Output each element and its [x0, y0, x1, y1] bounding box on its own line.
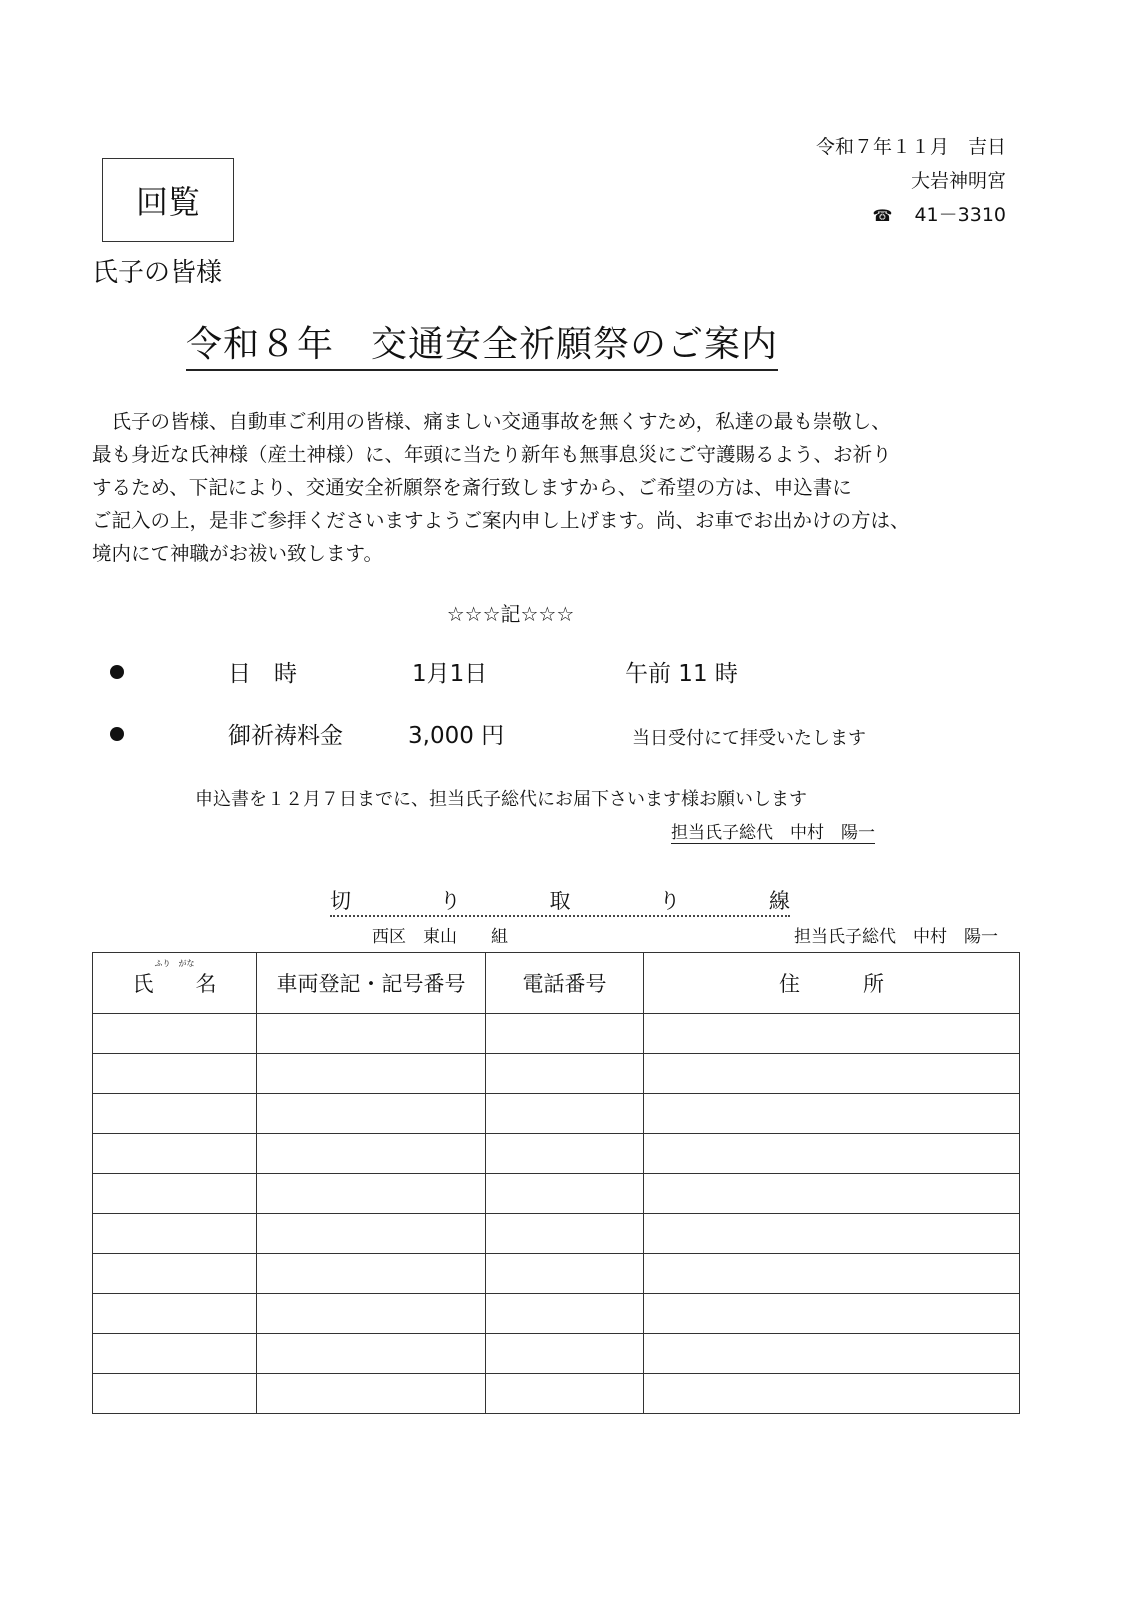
address-cell[interactable] [644, 1214, 1020, 1254]
vehicle-cell[interactable] [257, 1054, 486, 1094]
vehicle-cell[interactable] [257, 1334, 486, 1374]
table-row [93, 1214, 1020, 1254]
cut-line-char: 切 [330, 889, 351, 913]
vehicle-cell[interactable] [257, 1374, 486, 1414]
vehicle-cell[interactable] [257, 1294, 486, 1334]
phone-cell[interactable] [486, 1174, 644, 1214]
name-cell[interactable] [93, 1294, 257, 1334]
name-cell[interactable] [93, 1334, 257, 1374]
cut-line-char: り [439, 889, 461, 913]
column-header-vehicle: 車両登記・記号番号 [257, 953, 486, 1014]
address-cell[interactable] [644, 1174, 1020, 1214]
datetime-date: 1月1日 [412, 661, 488, 687]
vehicle-cell[interactable] [257, 1014, 486, 1054]
body-line: 最も身近な氏神様（産土神様）に、年頭に当たり新年も無事息災にご守護賜るよう、お祈り [92, 443, 892, 466]
cut-line [330, 885, 790, 917]
phone-cell[interactable] [486, 1334, 644, 1374]
address-cell[interactable] [644, 1134, 1020, 1174]
furigana-hint: ふり がな [154, 959, 195, 968]
cut-line-char: 線 [769, 889, 790, 913]
body-line: 境内にて神職がお祓い致します。 [92, 542, 383, 565]
address-cell[interactable] [644, 1054, 1020, 1094]
table-row [93, 1254, 1020, 1294]
table-row [93, 1294, 1020, 1334]
request-text: 申込書を１２月７日までに、担当氏子総代にお届下さいます様お願いします [195, 789, 807, 810]
issue-date: 令和７年１１月 吉日 [815, 136, 1006, 158]
phone-line [816, 198, 1006, 233]
column-header-phone: 電話番号 [486, 953, 644, 1014]
phone-cell[interactable] [486, 1054, 644, 1094]
address-cell[interactable] [644, 1094, 1020, 1134]
phone-cell[interactable] [486, 1214, 644, 1254]
vehicle-cell[interactable] [257, 1174, 486, 1214]
name-cell[interactable] [93, 1374, 257, 1414]
table-row [93, 1014, 1020, 1054]
phone-number: 41－3310 [914, 204, 1006, 226]
datetime-label: 日 時 [228, 661, 297, 687]
column-header-address: 住 所 [644, 953, 1020, 1014]
ki-heading: ☆☆☆記☆☆☆ [446, 602, 575, 626]
name-cell[interactable] [93, 1174, 257, 1214]
shrine-name: 大岩神明宮 [910, 170, 1006, 192]
cut-line-char: り [659, 889, 681, 913]
address-cell[interactable] [644, 1374, 1020, 1414]
phone-cell[interactable] [486, 1254, 644, 1294]
table-header-row [93, 953, 1020, 1014]
phone-cell[interactable] [486, 1014, 644, 1054]
table-row [93, 1334, 1020, 1374]
form-group-label: 西区 東山 組 [372, 927, 508, 947]
table-row [93, 1374, 1020, 1414]
telephone-icon: ☎ [872, 206, 893, 225]
bullet-icon [110, 665, 124, 679]
address-cell[interactable] [644, 1254, 1020, 1294]
circulation-box [102, 158, 234, 242]
vehicle-cell[interactable] [257, 1254, 486, 1294]
salutation: 氏子の皆様 [92, 258, 223, 288]
name-cell[interactable] [93, 1094, 257, 1134]
body-line: するため、下記により、交通安全祈願祭を斎行致しますから、ご希望の方は、申込書に [92, 476, 852, 499]
phone-cell[interactable] [486, 1374, 644, 1414]
form-representative: 担当氏子総代 中村 陽一 [794, 927, 998, 947]
circulation-label: 回覧 [135, 183, 200, 221]
phone-cell[interactable] [486, 1134, 644, 1174]
name-cell[interactable] [93, 1054, 257, 1094]
table-row [93, 1174, 1020, 1214]
column-header-name: ふり がな 氏 名 [93, 953, 257, 1014]
vehicle-cell[interactable] [257, 1094, 486, 1134]
address-cell[interactable] [644, 1014, 1020, 1054]
table-row [93, 1134, 1020, 1174]
table-row [93, 1054, 1020, 1094]
body-line: 氏子の皆様、自動車ご利用の皆様、痛ましい交通事故を無くすため，私達の最も崇敬し、 [92, 410, 891, 433]
fee-note: 当日受付にて拝受いたします [632, 728, 866, 749]
representative: 担当氏子総代 中村 陽一 [671, 818, 875, 844]
vehicle-cell[interactable] [257, 1134, 486, 1174]
application-form-table [92, 952, 1020, 1414]
cut-line-char: 取 [549, 889, 571, 913]
document-title: 令和８年 交通安全祈願祭のご案内 [186, 316, 778, 371]
body-line: ご記入の上，是非ご参拝くださいますようご案内申し上げます。尚、お車でお出かけの方は、 [92, 509, 910, 532]
phone-cell[interactable] [486, 1294, 644, 1334]
address-cell[interactable] [644, 1334, 1020, 1374]
bullet-icon [110, 727, 124, 741]
fee-amount: 3,000 円 [408, 723, 505, 749]
address-cell[interactable] [644, 1294, 1020, 1334]
name-cell[interactable] [93, 1134, 257, 1174]
header-info [816, 130, 1006, 233]
datetime-time: 午前 11 時 [625, 661, 738, 687]
name-cell[interactable] [93, 1014, 257, 1054]
vehicle-cell[interactable] [257, 1214, 486, 1254]
name-cell[interactable] [93, 1254, 257, 1294]
phone-cell[interactable] [486, 1094, 644, 1134]
fee-label: 御祈祷料金 [228, 723, 343, 749]
name-cell[interactable] [93, 1214, 257, 1254]
table-row [93, 1094, 1020, 1134]
body-text [92, 405, 1032, 570]
